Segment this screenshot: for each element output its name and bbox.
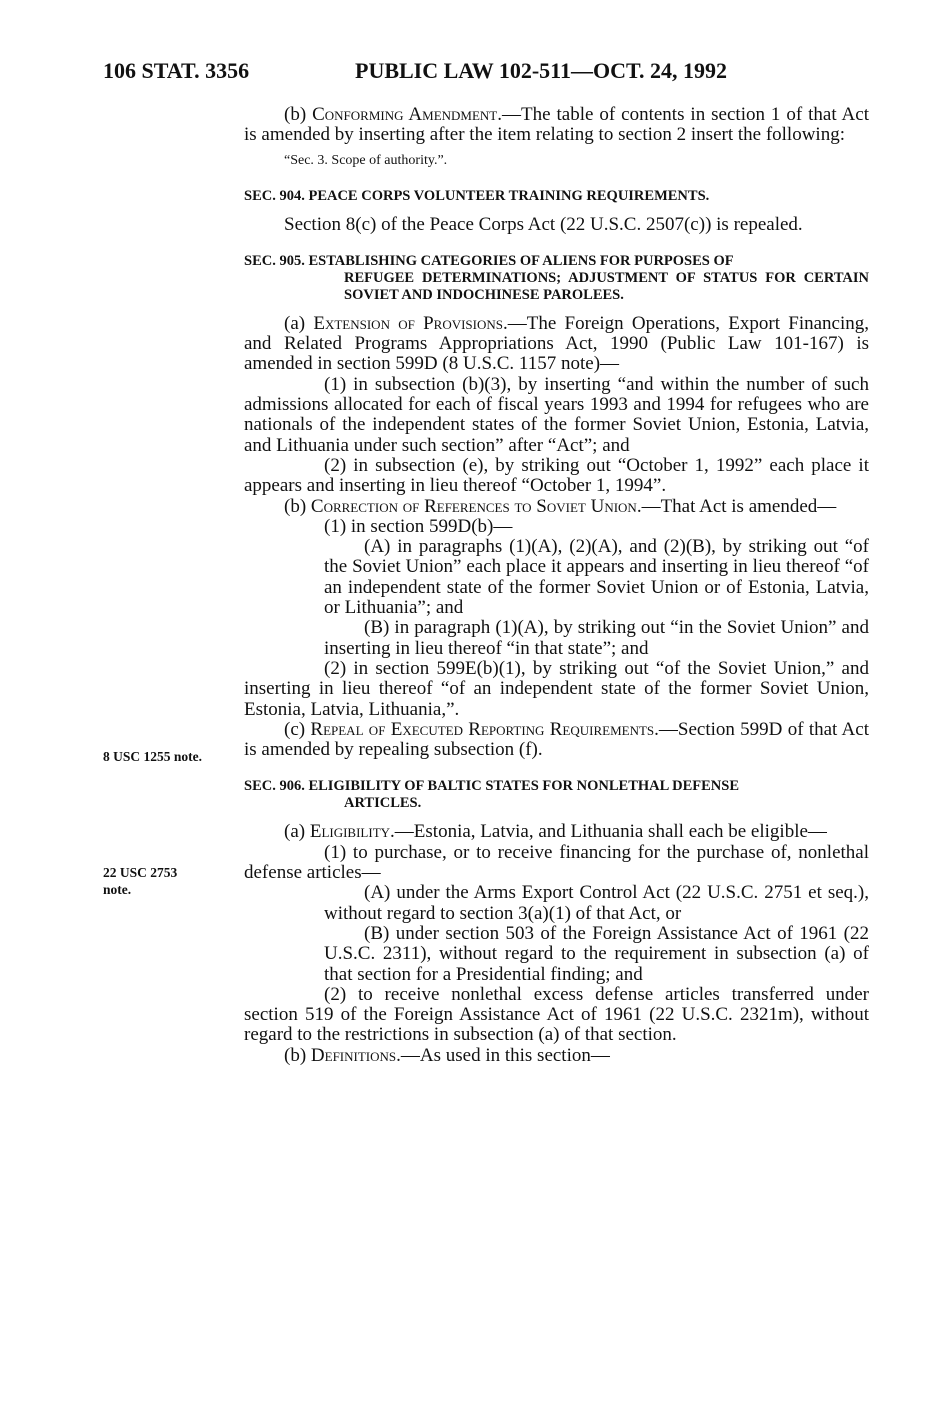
paragraph-c-repeal: (c) Repeal of Executed Reporting Requirements.—Section 599D of that Act is amended by repealing subsection (f). [244,718,869,761]
paragraph-a-eligibility-2: (2) to receive nonlethal excess defense articles transferred under section 519 of the Foreign Assistance Act of 1961 (22 U.S.C. 2321m), without regard to the restrictions in subsection (a) of that section. [244,983,869,1046]
paragraph-a-extension: (a) Extension of Provisions.—The Foreign Operations, Export Financing, and Related Programs Appropriations Act, 1990 (Public Law 101-167) is amended in section 599D (8 U.S.C. 1157 note)— [244,312,869,375]
paragraph-b-definitions: (b) Definitions.—As used in this section— [284,1044,610,1066]
heading-repeal-reporting: Repeal of Executed Reporting Requirements [310,718,655,740]
section-905-heading-line1: SEC. 905. ESTABLISHING CATEGORIES OF ALIENS FOR PURPOSES OF [244,252,734,269]
section-905-heading-rest: REFUGEE DETERMINATIONS; ADJUSTMENT OF STATUS FOR CERTAIN SOVIET AND INDOCHINESE PAROLEES. [344,269,869,303]
paragraph-b-correction-1B: (B) in paragraph (1)(A), by striking out “in the Soviet Union” and inserting in lieu thereof “in that state”; and [324,617,869,659]
paragraph-a-eligibility-1: (1) to purchase, or to receive financing for the purchase of, nonlethal defense articles— [244,841,869,884]
heading-correction-soviet-union: Correction of References to Soviet Union [310,495,637,517]
page-header [0,50,947,90]
toc-item-sec3: “Sec. 3. Scope of authority.”. [284,152,448,168]
heading-definitions: Definitions [310,1044,397,1066]
margin-note-22usc-line2: note. [103,882,132,897]
section-905-heading [244,253,869,304]
paragraph-b-correction: (b) Correction of References to Soviet Union.—That Act is amended— [284,495,837,517]
paragraph-b-conforming: (b) Conforming Amendment.—The table of contents in section 1 of that Act is amended by inserting after the item relating to section 2 insert the following: [244,104,869,146]
paragraph-a-extension-1: (1) in subsection (b)(3), by inserting “and within the number of such admissions allocated for each of fiscal years 1993 and 1994 for refugees who are nationals of the independent states of the former Soviet Union, Estonia, Latvia, and Lithuania under such section” after “Act”; and [244,373,869,456]
section-904-heading: SEC. 904. PEACE CORPS VOLUNTEER TRAINING REQUIREMENTS. [244,187,710,204]
heading-conforming-amendment: Conforming Amendment [312,104,498,125]
paragraph-b-correction-1: (1) in section 599D(b)— [324,515,513,537]
paragraph-b-correction-1A: (A) in paragraphs (1)(A), (2)(A), and (2)(B), by striking out “of the Soviet Union” each place it appears and inserting in lieu thereof “of an independent state of the former Soviet Union or of Estonia, Latvia, or Lithuania”; and [324,536,869,619]
law-title: PUBLIC LAW 102-511—OCT. 24, 1992 [355,58,728,83]
paragraph-a-eligibility-1B: (B) under section 503 of the Foreign Assistance Act of 1961 (22 U.S.C. 2311), without regard to the requirement in subsection (a) of that section for a Presidential finding; and [324,922,869,985]
margin-note-22usc-line1: 22 USC 2753 [103,865,178,880]
paragraph-a-extension-2: (2) in subsection (e), by striking out “October 1, 1992” each place it appears and inserting in lieu thereof “October 1, 1994”. [244,454,869,497]
stat-page-number: 106 STAT. 3356 [103,58,250,83]
paragraph-a-eligibility-1A: (A) under the Arms Export Control Act (22 U.S.C. 2751 et seq.), without regard to section 3(a)(1) of that Act, or [324,882,869,924]
section-904-text: Section 8(c) of the Peace Corps Act (22 U.S.C. 2507(c)) is repealed. [284,213,803,235]
heading-extension-of-provisions: Extension of Provisions [313,312,503,334]
section-906-heading [244,778,869,812]
margin-note-8usc: 8 USC 1255 note. [103,749,203,764]
paragraph-b-correction-2: (2) in section 599E(b)(1), by striking out “of the Soviet Union,” and inserting in lieu thereof “of an independent state of the former Soviet Union, Estonia, Latvia, Lithuania,”. [244,657,869,720]
section-906-heading-line1: SEC. 906. ELIGIBILITY OF BALTIC STATES FOR NONLETHAL DEFENSE [244,778,740,795]
heading-eligibility: Eligibility [309,821,391,843]
main-text-column [244,105,869,1066]
margin-note-22usc [103,864,177,898]
section-906-heading-rest: ARTICLES. [344,795,422,812]
paragraph-a-eligibility: (a) Eligibility.—Estonia, Latvia, and Lithuania shall each be eligible— [284,821,827,843]
